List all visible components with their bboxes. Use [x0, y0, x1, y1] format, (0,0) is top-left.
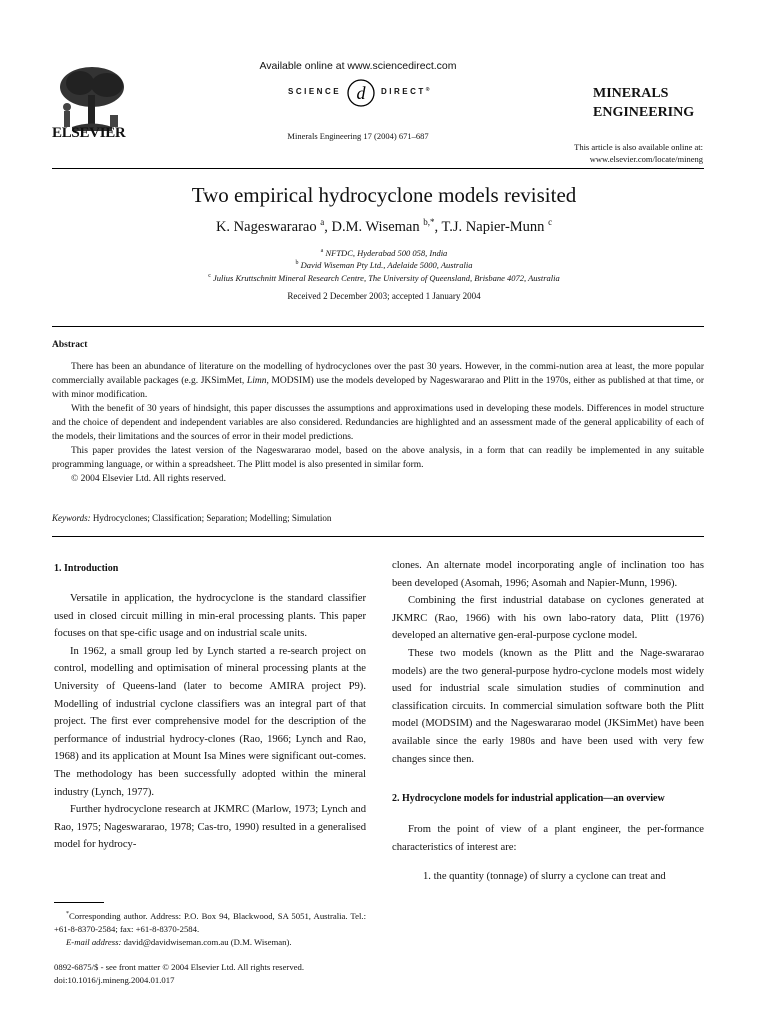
body-column-left	[54, 561, 366, 854]
affiliation: $^a$ NFTDC, Hyderabad 500 058, India	[320, 248, 448, 258]
article-title: Two empirical hydrocyclone models revisited	[191, 183, 577, 207]
section-heading: 1. Introduction	[54, 563, 119, 574]
author-name[interactable]: K. Nageswararao	[215, 218, 317, 235]
keywords: Keywords: Hydrocyclones; Classification; Separation; Modelling; Simulation	[52, 513, 332, 523]
author-list: K. Nageswararao $^a$, D.M. Wiseman $^{b,*}$, T.J. Napier-Munn $^c$	[215, 217, 553, 235]
abstract-body	[52, 360, 704, 486]
available-online-text[interactable]: Available online at www.sciencedirect.com	[259, 60, 457, 72]
copyright-line: © 2004 Elsevier Ltd. All rights reserved.	[71, 474, 226, 484]
affiliation: $^b$ David Wiseman Pty Ltd., Adelaide 5000, Australia	[295, 260, 473, 270]
front-matter-info	[54, 961, 394, 987]
sciencedirect-logo[interactable]	[258, 78, 458, 108]
journal-url-link[interactable]: www.elsevier.com/locate/mineng	[589, 154, 703, 164]
journal-name-line1: MINERALS	[593, 86, 669, 101]
body-paragraph: Further hydrocyclone research at JKMRC (Marlow, 1973; Lynch and Rao, 1975; Nageswararao, 1978; Cas-tro, 1990) resulted in a generalised model for hydrocy-	[54, 804, 366, 851]
body-paragraph: From the point of view of a plant engineer, the per-formance characteristics of interest are:	[392, 824, 704, 853]
journal-name	[593, 84, 733, 122]
sd-science-word: SCIENCE	[288, 87, 342, 96]
section-heading: 2. Hydrocyclone models for industrial application—an overview	[392, 793, 665, 805]
abstract-paragraph: With the benefit of 30 years of hindsight, this paper discusses the assumptions and approximations used in developing these models. Differences in model structure and the choice of dependent and independent variables are also considered. Redundancies are highlighted and an assessment made of the general applicability of each of the models, their limitations and the sources of error in their model predictions.	[52, 404, 704, 442]
footnote-rule	[54, 902, 104, 903]
body-paragraph: Versatile in application, the hydrocyclone is the standard classifier used in closed circuit milling in min-eral processing plants. This paper focuses on that spe-cific usage and on industrial scale units.	[54, 593, 366, 640]
abstract-top-rule	[52, 326, 704, 327]
body-paragraph: In 1962, a small group led by Lynch started a re-search project on control, modelling and optimisation of mineral processing plants at the University of Queens-land (later to become AMIRA project P9). Modelling of industrial cyclone classifiers was an integral part of that project. The first ever comprehensive model for the description of the performance of industrial hydrocy-clones (Rao, 1966; Lynch and Rao, 1968) and its application at Mount Isa Mines were significant out-comes. The methodology has been successfully adopted within the mineral industry (Lynch, 1977).	[54, 645, 366, 798]
also-available-line1: This article is also available online at:	[574, 142, 703, 152]
abstract-bottom-rule	[52, 536, 704, 537]
body-column-right	[392, 557, 704, 886]
affiliation: $^c$ Julius Kruttschnitt Mineral Research Centre, The University of Queensland, Brisbane 4072, Australia	[208, 273, 560, 283]
sd-mark-icon	[346, 78, 376, 108]
sd-direct-word: DIRECT®	[381, 87, 432, 96]
header-rule	[52, 168, 704, 169]
body-paragraph: clones. An alternate model incorporating angle of inclination too has been developed (Asomah, 1996; Asomah and Napier-Munn, 1996).	[392, 560, 704, 589]
abstract-paragraph: There has been an abundance of literature on the modelling of hydrocyclones over the past 30 years. However, in the commi-nution area at least, the more popular commercially available packages (e.g. JKSimMet, Limn, MODSIM) use the models developed by Nageswararao and Plitt in the 1970s, either as published at that time, or with minor modification.	[52, 362, 704, 400]
doi-line[interactable]: doi:10.1016/j.mineng.2004.01.017	[54, 975, 175, 985]
list-item: 1. the quantity (tonnage) of slurry a cyclone can treat and	[423, 871, 666, 883]
footnote: *Corresponding author. Address: P.O. Box 94, Blackwood, SA 5051, Australia. Tel.: +61-8-8370-2584; fax: +61-8-8370-2584. E-mail address: david@davidwiseman.com.au (D.M. Wiseman).	[54, 910, 366, 947]
body-paragraph: Combining the first industrial database on cyclones generated at JKMRC (Rao, 1966) with his own labo-ratory data, Plitt (1976) developed an alternative gen-eral-purpose cyclone model.	[392, 595, 704, 642]
issn-line: 0892-6875/$ - see front matter © 2004 Elsevier Ltd. All rights reserved.	[54, 962, 305, 972]
author-affiliation-mark: c	[548, 217, 553, 227]
author-name[interactable]: D.M. Wiseman	[331, 218, 420, 235]
author-affiliation-mark: b,*	[423, 217, 435, 227]
also-available-note	[520, 141, 703, 165]
publisher-logo-text: ELSEVIER	[52, 125, 126, 141]
author-name[interactable]: T.J. Napier-Munn	[441, 218, 545, 235]
email-link[interactable]: david@davidwiseman.com.au	[123, 936, 229, 947]
journal-name-line2: ENGINEERING	[593, 105, 695, 120]
body-paragraph: These two models (known as the Plitt and the Nage-swararao models) are the two general-purpose hydro-cyclone models most widely used for industrial scale simulation studies of comminution and classification circuits. In commercial simulation software both the Plitt model (MODSIM) and the Nageswararao model (JKSimMet) have been available since the early 1980s and have been used with very few changes since then.	[392, 647, 704, 765]
abstract-heading: Abstract	[52, 340, 88, 350]
received-dates: Received 2 December 2003; accepted 1 January 2004	[287, 291, 481, 301]
abstract-paragraph: This paper provides the latest version of the Nageswararao model, based on the above analysis, in a form that can readily be implemented in any suitable programming language, or within a spreadsheet. The Plitt model is also presented in similar form.	[52, 446, 704, 470]
journal-citation: Minerals Engineering 17 (2004) 671–687	[287, 131, 429, 141]
author-affiliation-mark: a	[320, 217, 325, 227]
sd-mark-letter: d	[356, 83, 366, 103]
